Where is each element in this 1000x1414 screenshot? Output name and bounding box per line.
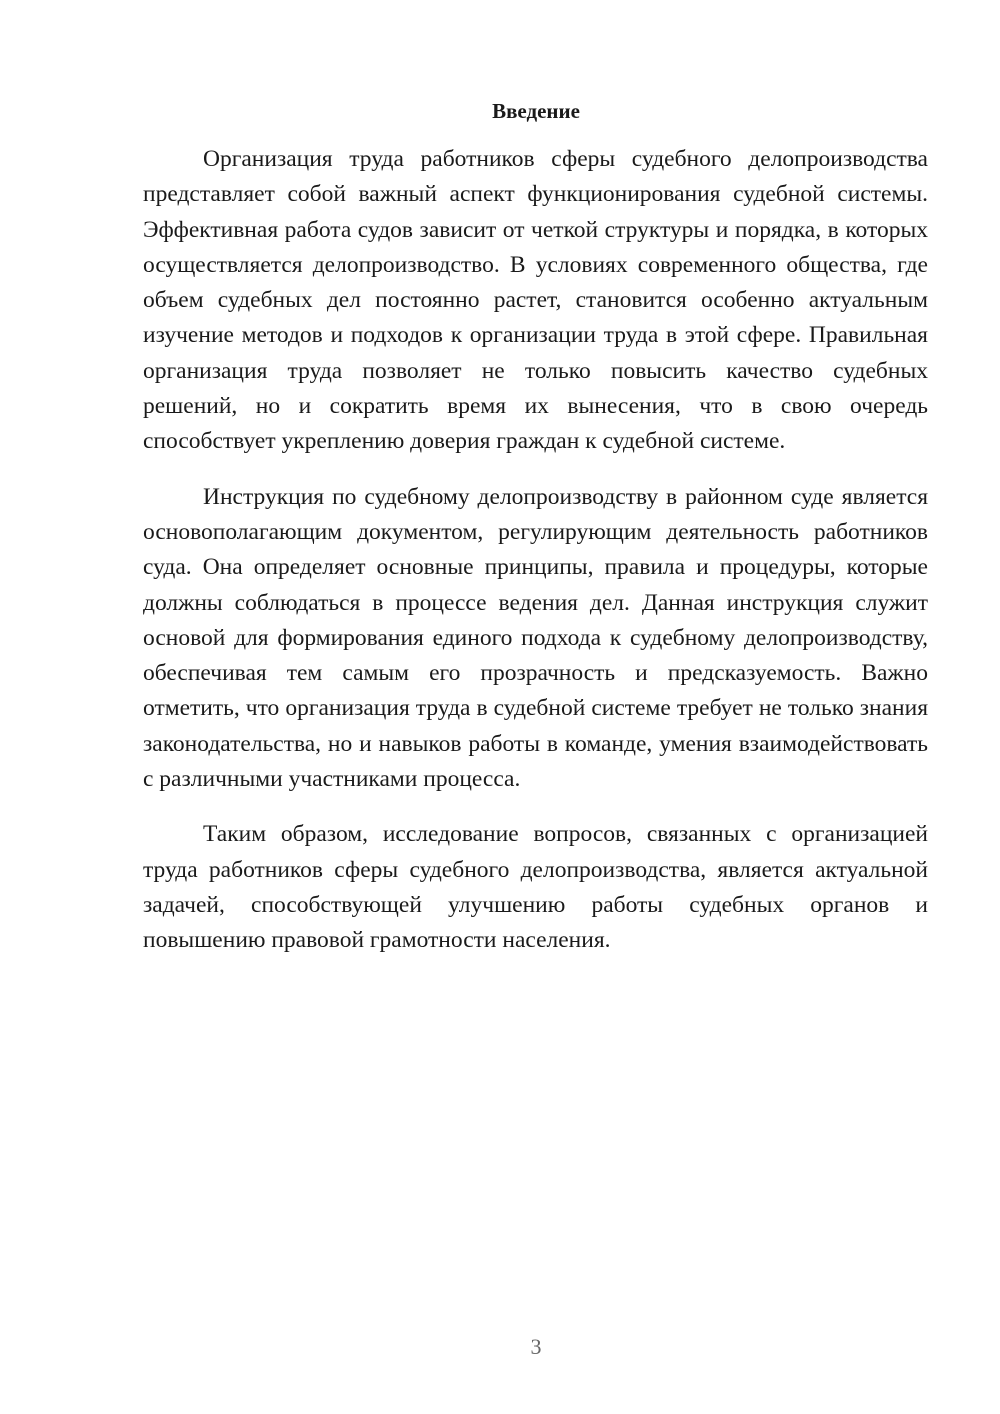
paragraph-3: Таким образом, исследование вопросов, связанных с организацией труда работников сферы судебного делопроизводства, является актуальной задачей, способствующей улучшению работы судебных органов и повышению правовой грамотности населения.	[143, 821, 928, 954]
page-number: 3	[530, 1334, 542, 1359]
paragraph-2: Инструкция по судебному делопроизводству в районном суде является основополагающим документом, регулирующим деятельность работников суда. Она определяет основные принципы, правила и процедуры, которые должны соблюдаться в процессе ведения дел. Данная инструкция служит основой для формирования единого подхода к судебному делопроизводству, обеспечивая тем самым его прозрачность и предсказуемость. Важно отметить, что организация труда в судебной системе требует не только знания законодательства, но и навыков работы в команде, умения взаимодействовать с различными участниками процесса.	[143, 483, 928, 793]
body-text	[143, 142, 928, 979]
section-heading: Введение	[492, 99, 580, 123]
paragraph-1: Организация труда работников сферы судебного делопроизводства представляет собой важный аспект функционирования судебной системы. Эффективная работа судов зависит от четкой структуры и порядка, в которых осуществляется делопроизводство. В условиях современного общества, где объем судебных дел постоянно растет, становится особенно актуальным изучение методов и подходов к организации труда в этой сфере. Правильная организация труда позволяет не только повысить качество судебных решений, но и сократить время их вынесения, что в свою очередь способствует укреплению доверия граждан к судебной системе.	[143, 146, 928, 455]
